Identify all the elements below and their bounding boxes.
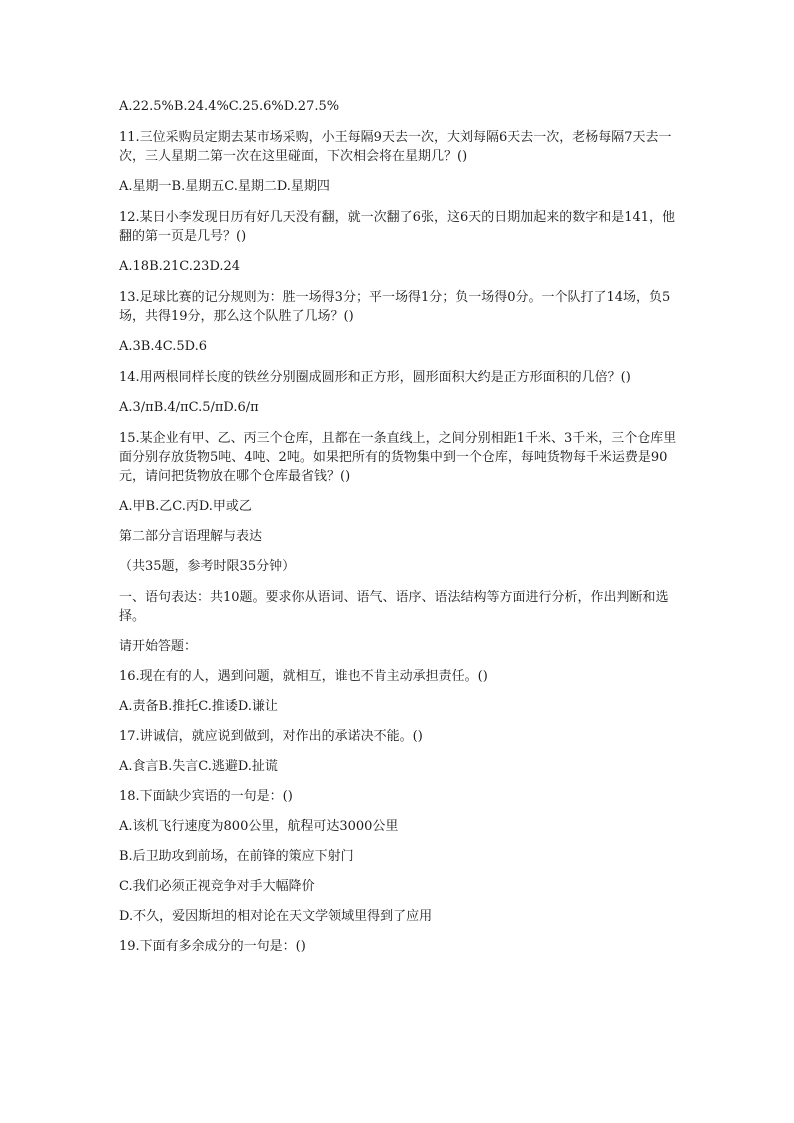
section-note: （共35题，参考时限35分钟） bbox=[119, 559, 296, 574]
question-11: 11.三位采购员定期去某市场采购，小王每隔9天去一次，大刘每隔6天去一次，老杨每隔7天去一次，三人星期二第一次在这里碰面，下次相会将在星期几？() bbox=[119, 130, 672, 164]
answer-options: A.责备B.推托C.推诿D.谦让 bbox=[119, 699, 278, 714]
answer-options: A.甲B.乙C.丙D.甲或乙 bbox=[119, 499, 252, 514]
answer-options: A.星期一B.星期五C.星期二D.星期四 bbox=[119, 179, 330, 194]
answer-option-d: D.不久，爱因斯坦的相对论在天文学领域里得到了应用 bbox=[119, 909, 433, 924]
question-12: 12.某日小李发现日历有好几天没有翻，就一次翻了6张，这6天的日期加起来的数字和是141，他翻的第一页是几号？() bbox=[119, 210, 676, 244]
question-15: 15.某企业有甲、乙、丙三个仓库，且都在一条直线上，之间分别相距1千米、3千米，三个仓库里面分别存放货物5吨、4吨、2吨。如果把所有的货物集中到一个仓库，每吨货物每千米运费是90元，请问把货物放在哪个仓库最省钱？() bbox=[119, 431, 677, 484]
answer-option-c: C.我们必须正视竞争对手大幅降价 bbox=[119, 879, 315, 894]
answer-options: A.18B.21C.23D.24 bbox=[119, 259, 241, 274]
answer-options: A.食言B.失言C.逃避D.扯谎 bbox=[119, 759, 278, 774]
answer-options: A.22.5%B.24.4%C.25.6%D.27.5% bbox=[119, 99, 340, 114]
start-prompt: 请开始答题： bbox=[119, 639, 198, 654]
question-16: 16.现在有的人，遇到问题，就相互，谁也不肯主动承担责任。() bbox=[119, 669, 488, 684]
question-13: 13.足球比赛的记分规则为：胜一场得3分；平一场得1分；负一场得0分。一个队打了14场，负5场，共得19分，那么这个队胜了几场？() bbox=[119, 290, 671, 324]
answer-options: A.3B.4C.5D.6 bbox=[119, 339, 207, 354]
answer-option-b: B.后卫助攻到前场，在前锋的策应下射门 bbox=[119, 849, 354, 864]
question-14: 14.用两根同样长度的铁丝分别圈成圆形和正方形，圆形面积大约是正方形面积的几倍？() bbox=[119, 370, 631, 385]
answer-options: A.3/πB.4/πC.5/πD.6/π bbox=[119, 400, 259, 415]
section-title: 第二部分言语理解与表达 bbox=[119, 529, 263, 544]
document-page bbox=[119, 98, 679, 968]
section-instructions: 一、语句表达：共10题。要求你从语词、语气、语序、语法结构等方面进行分析，作出判断和选择。 bbox=[119, 590, 669, 624]
question-17: 17.讲诚信，就应说到做到，对作出的承诺决不能。() bbox=[119, 729, 423, 744]
question-18: 18.下面缺少宾语的一句是：() bbox=[119, 789, 293, 804]
answer-option-a: A.该机飞行速度为800公里，航程可达3000公里 bbox=[119, 819, 399, 834]
question-19: 19.下面有多余成分的一句是：() bbox=[119, 939, 306, 954]
